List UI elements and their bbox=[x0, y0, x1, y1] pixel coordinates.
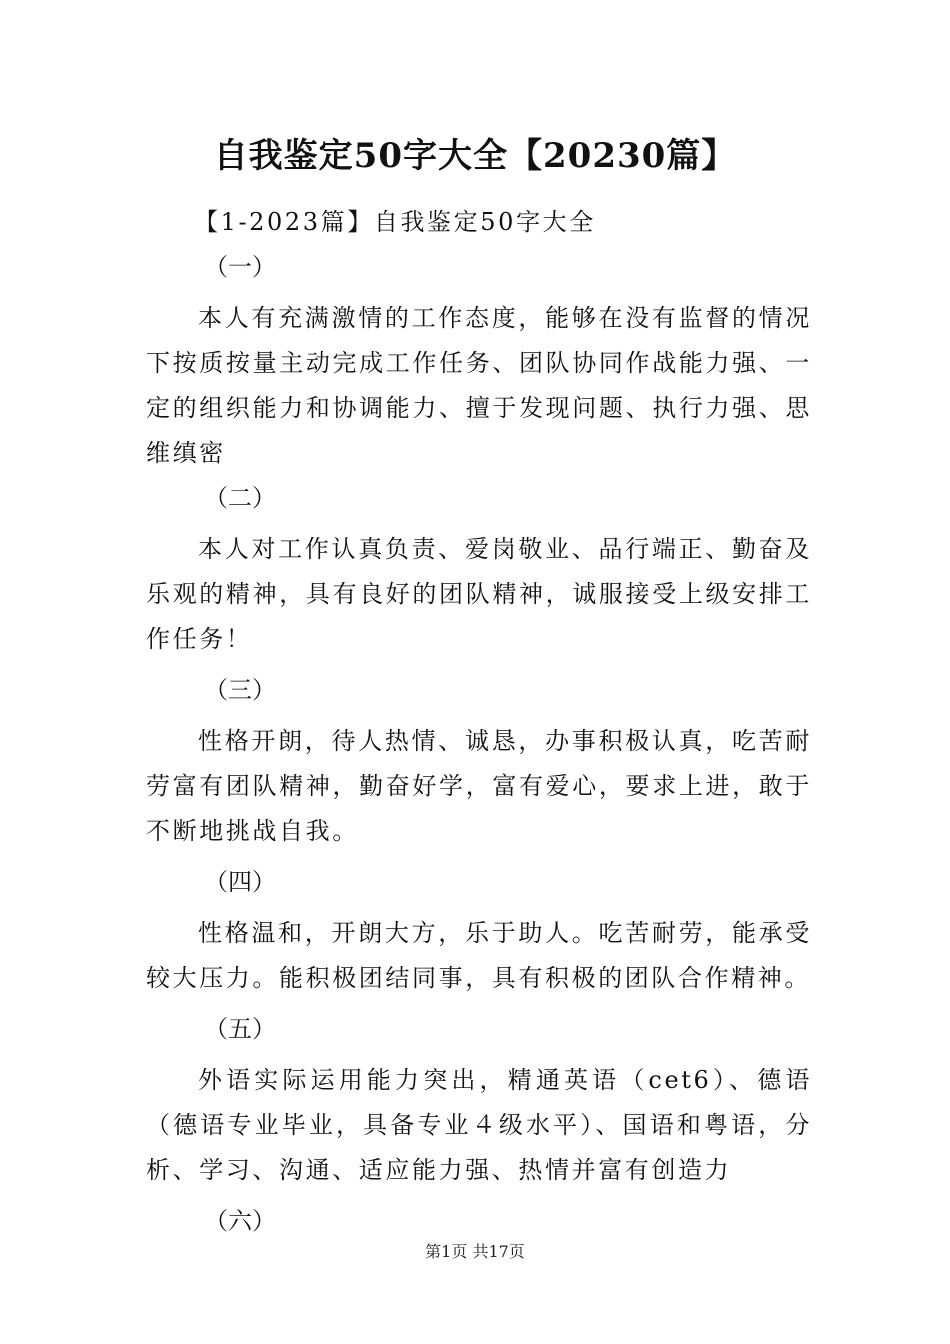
section-1 bbox=[146, 245, 812, 476]
section-paragraph: 本人有充满激情的工作态度，能够在没有监督的情况下按质按量主动完成工作任务、团队协同作战能力强、一定的组织能力和协调能力、擅于发现问题、执行力强、思维缜密 bbox=[146, 304, 812, 467]
section-2 bbox=[146, 476, 812, 662]
section-3 bbox=[146, 668, 812, 854]
section-heading: （三） bbox=[204, 676, 276, 704]
page-footer: 第1页 共17页 bbox=[425, 1242, 525, 1261]
section-heading: （一） bbox=[204, 253, 276, 281]
section-heading: （四） bbox=[204, 868, 276, 896]
section-heading: （五） bbox=[204, 1015, 276, 1043]
section-heading: （六） bbox=[204, 1207, 276, 1235]
section-6 bbox=[146, 1199, 812, 1244]
section-paragraph: 性格开朗，待人热情、诚恳，办事积极认真，吃苦耐劳富有团队精神，勤奋好学，富有爱心，要求上进，敢于不断地挑战自我。 bbox=[146, 727, 812, 845]
document-body bbox=[146, 200, 812, 1244]
section-paragraph: 本人对工作认真负责、爱岗敬业、品行端正、勤奋及乐观的精神，具有良好的团队精神，诚服接受上级安排工作任务！ bbox=[146, 535, 812, 653]
document-subtitle: 【1-2023篇】自我鉴定50字大全 bbox=[194, 208, 596, 236]
section-5 bbox=[146, 1007, 812, 1193]
section-paragraph: 外语实际运用能力突出，精通英语（cet6）、德语（德语专业毕业，具备专业４级水平）、国语和粤语，分析、学习、沟通、适应能力强、热情并富有创造力 bbox=[146, 1066, 812, 1184]
section-heading: （二） bbox=[204, 484, 276, 512]
section-paragraph: 性格温和，开朗大方，乐于助人。吃苦耐劳，能承受较大压力。能积极团结同事，具有积极的团队合作精神。 bbox=[146, 919, 812, 992]
document-title: 自我鉴定50字大全【20230篇】 bbox=[213, 136, 737, 176]
section-4 bbox=[146, 860, 812, 1001]
